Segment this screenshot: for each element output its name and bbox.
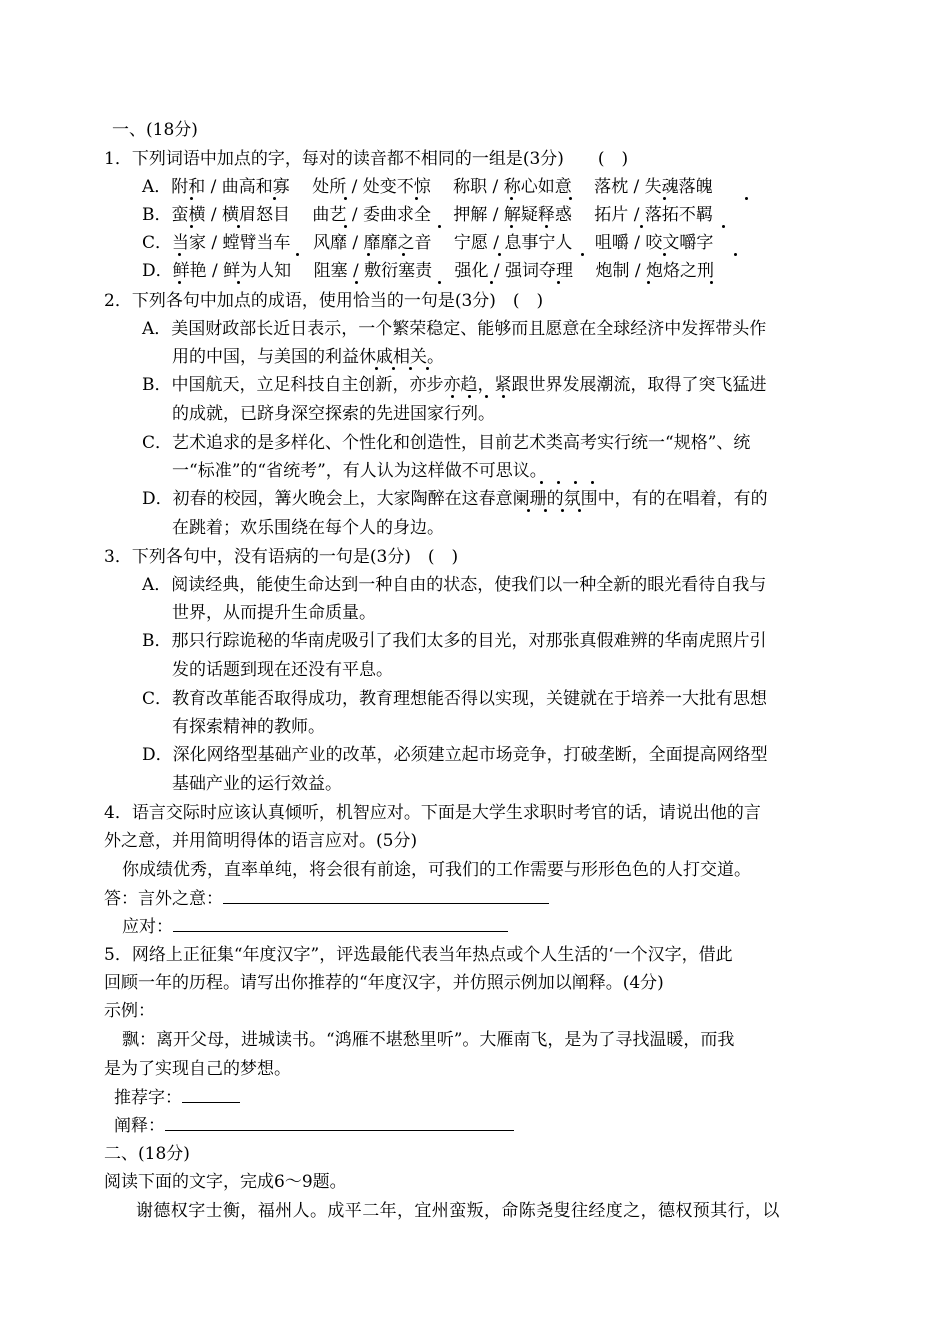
emphasis-dot	[392, 367, 395, 370]
emphasis-dot	[468, 395, 471, 398]
emphasis-dot	[663, 253, 666, 256]
emphasis-dot	[544, 509, 547, 512]
emphasis-dot	[561, 509, 564, 512]
emphasis-dot	[647, 281, 650, 284]
q1-stem: 1．下列词语中加点的字，每对的读音都不相同的一组是(3分) ( )	[104, 149, 629, 169]
section1-title: 一、(18分)	[112, 120, 198, 140]
q4-answer-row	[104, 886, 549, 912]
emphasis-dot	[663, 197, 666, 200]
q3-option-b-line1: B．那只行踪诡秘的华南虎吸引了我们太多的目光，对那张真假难辨的华南虎照片引	[142, 631, 767, 651]
q5-stem-line2: 回顾一年的历程。请写出你推荐的“年度汉字，并仿照示例加以阐释。(4分)	[104, 973, 664, 993]
emphasis-dot	[574, 481, 577, 484]
emphasis-dot	[237, 225, 240, 228]
emphasis-dot	[438, 281, 441, 284]
q3-option-d-line2: 基础产业的运行效益。	[172, 774, 342, 794]
emphasis-dot	[415, 197, 418, 200]
q2-option-d-line2: 在跳着；欢乐围绕在每个人的身边。	[172, 518, 444, 538]
emphasis-dot	[190, 197, 193, 200]
q5-recommend-label: 推荐字：	[114, 1088, 182, 1108]
emphasis-dot	[409, 367, 412, 370]
q4-stem-line1: 4．语言交际时应该认真倾听，机智应对。下面是大学生求职时考官的话，请说出他的言	[104, 803, 761, 823]
emphasis-dot	[498, 253, 501, 256]
emphasis-dot	[557, 481, 560, 484]
emphasis-dot	[402, 253, 405, 256]
q3-option-c-line1: C．教育改革能否取得成功，教育理想能否得以实现，关键就在于培养一大批有思想	[142, 689, 768, 709]
emphasis-dot	[451, 395, 454, 398]
q5-explain-blank[interactable]	[165, 1114, 514, 1131]
emphasis-dot	[510, 225, 513, 228]
q3-option-b-line2: 发的话题到现在还没有平息。	[172, 660, 393, 680]
q2-option-a-line2: 用的中国，与美国的利益休戚相关。	[172, 347, 444, 367]
q3-option-a-line2: 世界，从而提升生命质量。	[172, 603, 376, 623]
emphasis-dot	[273, 197, 276, 200]
q5-explain-label: 阐释：	[114, 1116, 165, 1136]
emphasis-dot	[237, 281, 240, 284]
q4-reply-row	[122, 914, 508, 940]
emphasis-dot	[578, 509, 581, 512]
emphasis-dot	[178, 253, 181, 256]
q2-option-d-line1: D．初春的校园，篝火晚会上，大家陶醉在这春意阑珊的氛围中，有的在唱着，有的	[142, 489, 768, 509]
q3-option-d-line1: D．深化网络型基础产业的改革，必须建立起市场竞争，打破垄断，全面提高网络型	[142, 745, 768, 765]
q4-reply-blank[interactable]	[173, 915, 508, 932]
emphasis-dot	[426, 367, 429, 370]
emphasis-dot	[344, 197, 347, 200]
q4-answer-blank[interactable]	[223, 887, 549, 904]
q4-quote: 你成绩优秀，直率单纯，将会很有前途，可我们的工作需要与形形色色的人打交道。	[122, 860, 751, 880]
emphasis-dot	[540, 481, 543, 484]
q2-option-c-line1: C．艺术追求的是多样化、个性化和创造性，目前艺术类高考实行统一“规格”、统	[142, 433, 751, 453]
q1-option-d: D．鲜艳 / 鲜为人知 阻塞 / 敷衍塞责 强化 / 强词夺理 炮制 / 炮烙之刑	[142, 261, 714, 281]
q2-option-a-line1: A．美国财政部长近日表示，一个繁荣稳定、能够而且愿意在全球经济中发挥带头作	[142, 319, 767, 339]
emphasis-dot	[438, 225, 441, 228]
q5-explain-row	[114, 1113, 514, 1139]
q2-option-c-line2: 一“标准”的“省统考”，有人认为这样做不可思议。	[172, 461, 547, 481]
q2-option-b-line1: B．中国航天，立足科技自主创新，亦步亦趋，紧跟世界发展潮流，取得了突飞猛进	[142, 375, 767, 395]
emphasis-dot	[510, 197, 513, 200]
emphasis-dot	[375, 367, 378, 370]
emphasis-dot	[557, 281, 560, 284]
emphasis-dot	[190, 225, 193, 228]
q5-stem-line1: 5．网络上正征集“年度汉字”，评选最能代表当年热点或个人生活的‘一个汉字，借此	[104, 945, 733, 965]
emphasis-dot	[485, 395, 488, 398]
emphasis-dot	[490, 281, 493, 284]
emphasis-dot	[344, 225, 347, 228]
section2-instruction: 阅读下面的文字，完成6～9题。	[104, 1172, 347, 1192]
q1-option-c: C．当家 / 螳臂当车 风靡 / 靡靡之音 宁愿 / 息事宁人 咀嚼 / 咬文嚼字	[142, 233, 714, 253]
q4-reply-label: 应对：	[122, 917, 173, 937]
emphasis-dot	[355, 281, 358, 284]
emphasis-dot	[710, 281, 713, 284]
emphasis-dot	[734, 253, 737, 256]
emphasis-dot	[367, 253, 370, 256]
q3-stem: 3．下列各句中，没有语病的一句是(3分) ( )	[104, 547, 459, 567]
emphasis-dot	[545, 225, 548, 228]
emphasis-dot	[581, 253, 584, 256]
q1-option-b: B．蛮横 / 横眉怒目 曲艺 / 委曲求全 押解 / 解疑释惑 拓片 / 落拓不羁	[142, 205, 713, 225]
q5-example-line1: 飘：离开父母，进城读书。“鸿雁不堪愁里听”。大雁南飞，是为了寻找温暖，而我	[122, 1030, 735, 1050]
q3-option-a-line1: A．阅读经典，能使生命达到一种自由的状态，使我们以一种全新的眼光看待自我与	[142, 575, 767, 595]
q3-option-c-line2: 有探索精神的教师。	[172, 717, 325, 737]
emphasis-dot	[591, 481, 594, 484]
q4-answer-label: 答：言外之意：	[104, 889, 223, 909]
q1-option-a: A．附和 / 曲高和寡 处所 / 处变不惊 称职 / 称心如意 落枕 / 失魂落魄	[142, 177, 713, 197]
emphasis-dot	[745, 197, 748, 200]
q5-example-label: 示例：	[104, 1001, 155, 1021]
section2-title: 二、(18分)	[104, 1144, 190, 1164]
emphasis-dot	[640, 225, 643, 228]
section2-passage: 谢德权字士衡，福州人。成平二年，宜州蛮叛，命陈尧叟往经度之，德权预其行，以	[136, 1201, 780, 1221]
emphasis-dot	[569, 197, 572, 200]
q5-example-line2: 是为了实现自己的梦想。	[104, 1059, 291, 1079]
emphasis-dot	[296, 253, 299, 256]
emphasis-dot	[527, 509, 530, 512]
q5-recommend-row	[114, 1085, 240, 1111]
q2-option-b-line2: 的成就，已跻身深空探索的先进国家行列。	[172, 404, 495, 424]
q5-recommend-blank[interactable]	[182, 1086, 240, 1103]
emphasis-dot	[178, 281, 181, 284]
emphasis-dot	[502, 395, 505, 398]
q2-stem: 2．下列各句中加点的成语，使用恰当的一句是(3分) ( )	[104, 291, 544, 311]
q4-stem-line2: 外之意，并用简明得体的语言应对。(5分)	[104, 831, 418, 851]
emphasis-dot	[722, 225, 725, 228]
